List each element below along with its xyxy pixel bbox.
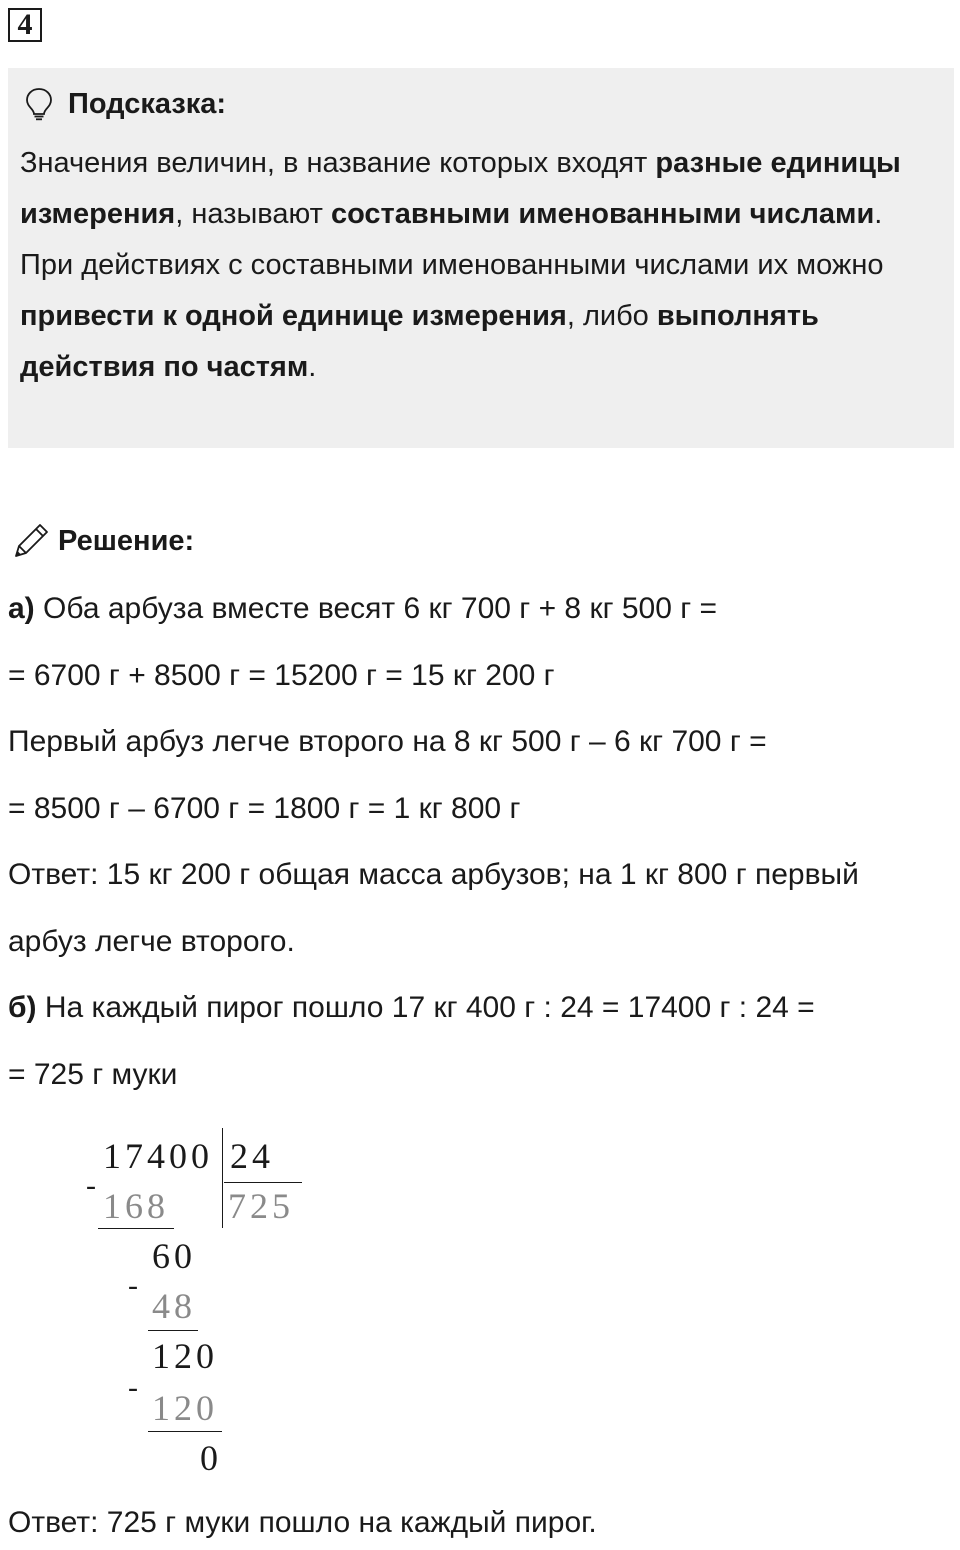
- hint-text: , называют: [175, 198, 331, 230]
- final-remainder: 0: [200, 1438, 222, 1478]
- remainder-1: 60: [152, 1236, 196, 1276]
- hint-bold-term: составными именованными числами: [330, 198, 875, 230]
- part-label-b: б): [8, 991, 37, 1024]
- hint-text: Значения величин, в название которых входят: [20, 147, 656, 179]
- hint-text: .: [308, 351, 317, 383]
- minus-sign: -: [128, 1371, 138, 1404]
- hint-bold-term: разные единицы измерения: [20, 147, 901, 230]
- dividend: 17400: [103, 1136, 213, 1176]
- underline-3: [148, 1431, 222, 1432]
- solution-header: [10, 520, 194, 562]
- remainder-2: 120: [152, 1336, 218, 1376]
- task-number: 4: [8, 8, 42, 42]
- solution-title: Решение:: [58, 524, 195, 557]
- underline-2: [148, 1330, 198, 1331]
- hint-text: При действиях с составными именованными числами их можно: [20, 249, 884, 281]
- hint-box: [8, 68, 954, 448]
- hint-text: , либо: [566, 300, 657, 332]
- solution-line-b1: [8, 991, 815, 1025]
- division-vertical-line: [222, 1128, 223, 1228]
- solution-text: Оба арбуза вместе весят 6 кг 700 г + 8 кг 500 г =: [34, 592, 718, 625]
- minus-sign: -: [128, 1269, 138, 1302]
- answer-a-line2: арбуз легче второго.: [8, 925, 295, 958]
- hint-header: [20, 78, 942, 130]
- hint-body: [20, 138, 942, 393]
- solution-line-a3: Первый арбуз легче второго на 8 кг 500 г – 6 кг 700 г =: [8, 725, 767, 758]
- hint-text: .: [874, 198, 883, 230]
- quotient: 725: [228, 1186, 294, 1226]
- pencil-icon: [10, 520, 52, 562]
- answer-b: Ответ: 725 г муки пошло на каждый пирог.: [8, 1506, 597, 1539]
- lightbulb-icon: [24, 87, 54, 121]
- solution-line-a1: [8, 592, 717, 626]
- divisor: 24: [230, 1136, 274, 1176]
- hint-title: Подсказка:: [68, 87, 227, 120]
- part-label-a: а): [8, 592, 35, 625]
- solution-line-b2: = 725 г муки: [8, 1058, 178, 1091]
- subtrahend-3: 120: [152, 1388, 218, 1428]
- underline-1: [98, 1228, 174, 1229]
- minus-sign: -: [86, 1169, 96, 1202]
- solution-text: На каждый пирог пошло 17 кг 400 г : 24 = 17400 г : 24 =: [36, 991, 815, 1024]
- divisor-underline: [224, 1182, 302, 1183]
- hint-bold-term: выполнять действия по частям: [20, 300, 819, 383]
- solution-line-a4: = 8500 г – 6700 г = 1800 г = 1 кг 800 г: [8, 792, 521, 825]
- subtrahend-1: 168: [103, 1186, 169, 1226]
- solution-line-a2: = 6700 г + 8500 г = 15200 г = 15 кг 200 г: [8, 659, 555, 692]
- subtrahend-2: 48: [152, 1286, 196, 1326]
- answer-a-line1: Ответ: 15 кг 200 г общая масса арбузов; на 1 кг 800 г первый: [8, 858, 859, 891]
- hint-bold-term: привести к одной единице измерения: [20, 300, 567, 332]
